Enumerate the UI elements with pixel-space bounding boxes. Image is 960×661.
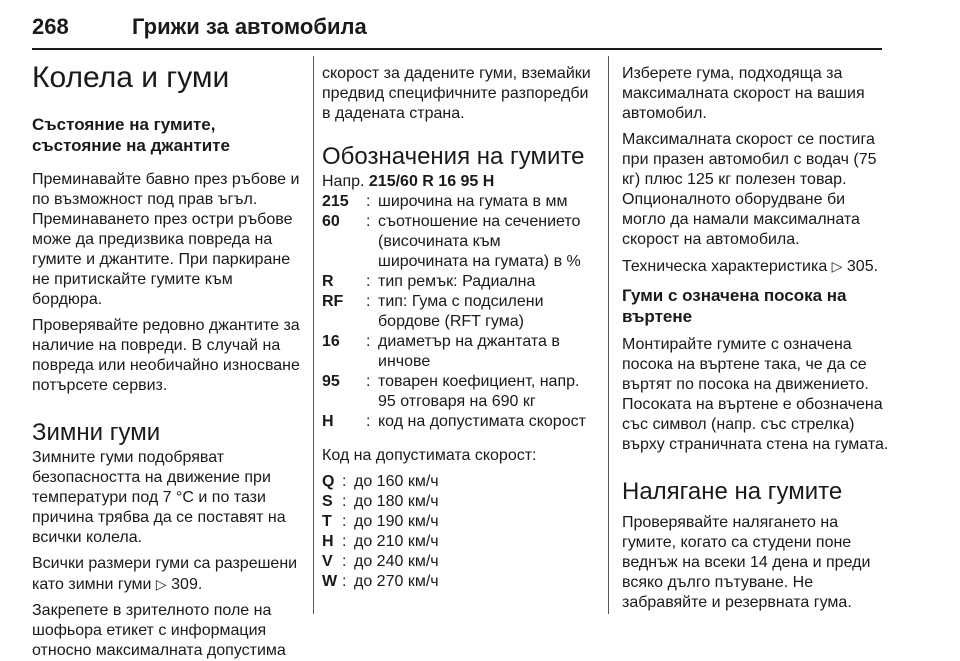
designation-list [322,192,592,432]
speed-code-row-description: до 240 км/ч [354,553,439,570]
designation-row-description: съотношение на сечението (височината към широчината на гумата) в % [378,213,581,270]
example-value: 215/60 R 16 95 H [368,173,495,190]
speed-code-row-term: V [322,553,333,570]
designation-example [322,172,592,192]
winter-page-ref[interactable]: 309. [171,576,203,593]
continued-paragraph: скорост за дадените гуми, вземайки предвид специфичните разпоредби в дадената страна. [322,65,591,122]
designation-row-term: 215 [322,193,349,210]
designation-row-separator: : [366,213,371,230]
designation-row-separator: : [366,273,371,290]
example-label: Напр. [322,173,369,190]
column-1 [32,56,302,661]
speed-code-row-term: H [322,533,334,550]
condition-paragraph-1: Преминавайте бавно през ръбове и по възможност под прав ъгъл. Преминаването през остри ръбове може да предизвика повреда на гумите и джантите. При паркиране не притискайте гумите към бордюра. [32,171,300,308]
speed-code-row-term: Q [322,473,335,490]
speed-code-row-separator: : [342,513,347,530]
designation-row-term: 95 [322,373,340,390]
reference-arrow-icon: ▷ [155,576,167,592]
direction-paragraph: Монтирайте гумите с означена посока на въртене така, че да се въртят по посока на движението. Посоката на въртене е обозначена със символ (напр. със стрелка) върху страничната стена на гумата. [622,336,889,453]
designation-row-term: R [322,273,334,290]
speed-code-row-description: до 270 км/ч [354,573,439,590]
speed-code-row-description: до 210 км/ч [354,533,439,550]
designation-row-separator: : [366,293,371,310]
speed-code-list [322,472,592,592]
speed-code-row-separator: : [342,493,347,510]
spec-paragraph [622,256,892,277]
designation-row-description: товарен коефициент, напр. 95 отговаря на 690 кг [378,373,580,410]
designation-row-description: код на допустимата скорост [378,413,586,430]
designation-row [322,292,592,332]
spec-text: Техническа характеристика [622,258,832,275]
speed-code-row-separator: : [342,473,347,490]
designation-row-separator: : [366,193,371,210]
designation-row [322,192,592,212]
pressure-heading: Налягане на гумите [622,478,843,505]
designation-row-term: H [322,413,334,430]
condition-paragraph-2: Проверявайте редовно джантите за наличие на повреди. В случай на повреда или необичайно износване потърсете сервиз. [32,317,300,394]
speed-code-row [322,532,592,552]
designation-row-term: RF [322,293,344,310]
speed-code-row [322,472,592,492]
direction-heading: Гуми с означена посока на въртене [622,286,847,326]
designation-row-term: 60 [322,213,340,230]
speed-code-row-description: до 190 км/ч [354,513,439,530]
designation-row-separator: : [366,373,371,390]
page-number: 268 [32,14,69,39]
reference-arrow-icon: ▷ [831,258,843,274]
speed-code-row [322,512,592,532]
designation-row-description: тип: Гума с подсилени бордове (RFT гума) [378,293,544,330]
winter-heading: Зимни гуми [32,419,161,446]
speed-code-row-description: до 160 км/ч [354,473,439,490]
speed-code-row-term: S [322,493,333,510]
column-3 [622,64,892,613]
speed-code-row [322,492,592,512]
speed-paragraph-1: Изберете гума, подходяща за максималната скорост на вашия автомобил. [622,65,865,122]
column-divider-2 [608,56,609,614]
designation-row-separator: : [366,413,371,430]
designation-heading: Обозначения на гумите [322,143,585,170]
speed-code-row [322,572,592,592]
speed-intro: Код на допустимата скорост: [322,447,537,464]
speed-code-row-term: T [322,513,332,530]
winter-paragraph-3: Закрепете в зрителното поле на шофьора етикет с информация относно максималната допустима [32,602,286,659]
designation-row [322,332,592,372]
designation-row-description: тип ремък: Радиална [378,273,536,290]
condition-heading: Състояние на гумите, състояние на джантите [32,115,230,155]
speed-code-row-separator: : [342,553,347,570]
winter-paragraph-2-text: Всички размери гуми са разрешени като зимни гуми [32,555,298,593]
designation-row-description: диаметър на джантата в инчове [378,333,560,370]
designation-row [322,212,592,272]
chapter-title: Грижи за автомобила [132,14,367,39]
speed-code-row [322,552,592,572]
header-divider [32,48,882,50]
speed-code-row-separator: : [342,533,347,550]
spec-page-ref[interactable]: 305. [846,258,879,275]
column-2 [322,64,592,592]
speed-code-row-description: до 180 км/ч [354,493,439,510]
designation-row-term: 16 [322,333,340,350]
designation-row [322,412,592,432]
speed-code-row-term: W [322,573,338,590]
speed-code-row-separator: : [342,573,347,590]
column-divider-1 [313,56,314,614]
designation-row-description: широчина на гумата в мм [378,193,568,210]
designation-row-separator: : [366,333,371,350]
designation-row [322,372,592,412]
speed-paragraph-2: Максималната скорост се постига при празен автомобил с водач (75 кг) плюс 125 кг полезен товар. Опционалното оборудване би могло да намали максималната скорост на автомобила. [622,131,877,248]
winter-paragraph-1: Зимните гуми подобряват безопасността на движение при температури под 7 °C и по тази причина трябва да се поставят на всички колела. [32,449,286,546]
winter-paragraph-2 [32,554,302,595]
pressure-paragraph: Проверявайте налягането на гумите, когато са студени поне веднъж на всеки 14 дена и преди всяко дълго пътуване. Не забравяйте и резервната гума. [622,514,871,611]
section-title: Колела и гуми [32,61,230,94]
designation-row [322,272,592,292]
